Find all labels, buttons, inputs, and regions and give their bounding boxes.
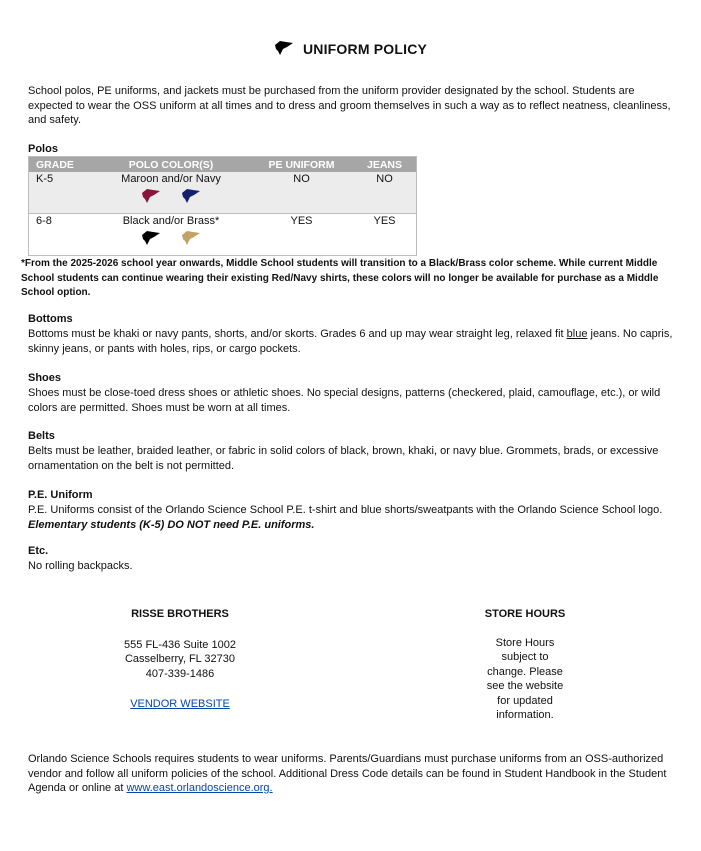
black-panther-icon	[141, 230, 161, 246]
column-header-polo-colors: POLO COLOR(S)	[92, 157, 250, 173]
column-header-pe-uniform: PE UNIFORM	[250, 157, 353, 173]
polo-colors-cell	[92, 214, 250, 256]
vendor-block	[100, 607, 260, 712]
underlined-word: blue	[566, 328, 588, 340]
store-hours-line: see the website	[486, 680, 564, 692]
section-heading: Bottoms	[28, 313, 73, 325]
middle-school-note: *From the 2025-2026 school year onwards, Middle School students will transition to a Black/Brass color scheme. While current Middle School students can continue wearing their existing Red/Navy shirts, these colors will no longer be available for purchase as a Middle School option.	[21, 258, 659, 298]
vendor-website-link[interactable]: VENDOR WEBSITE	[130, 698, 230, 710]
jeans-cell: NO	[353, 172, 417, 214]
polos-label: Polos	[28, 143, 58, 155]
text-segment: Bottoms must be khaki or navy pants, shorts, and/or skorts. Grades 6 and up may wear straight leg, relaxed fit	[28, 328, 567, 340]
section-text: P.E. Uniforms consist of the Orlando Science School P.E. t-shirt and blue shorts/sweatpants with the Orlando Science School logo.	[28, 504, 663, 516]
vendor-phone: 407-339-1486	[145, 667, 215, 680]
pe-uniform-cell: NO	[250, 172, 353, 214]
panther-head-icon	[274, 40, 294, 56]
page-title: UNIFORM POLICY	[302, 41, 428, 57]
store-hours-line: subject to	[501, 651, 549, 663]
shoes-section	[28, 371, 678, 416]
school-website-link[interactable]: www.east.orlandoscience.org.	[126, 782, 273, 794]
section-heading: Belts	[28, 430, 55, 442]
navy-panther-icon	[181, 188, 201, 204]
store-hours-line: change. Please	[487, 665, 563, 678]
section-text: Belts must be leather, braided leather, or fabric in solid colors of black, brown, khaki, or navy blue. Grommets, brads, or excessive ornamentation on the belt is not permitted.	[28, 445, 659, 472]
polo-colors-text: Black and/or Brass*	[122, 215, 220, 227]
jeans-cell: YES	[353, 214, 417, 256]
store-hours-line: for updated	[497, 694, 553, 707]
table-header-row	[29, 157, 417, 173]
pe-uniform-cell: YES	[250, 214, 353, 256]
column-header-grade: GRADE	[29, 157, 93, 173]
brass-panther-icon	[181, 230, 201, 246]
section-heading: P.E. Uniform	[28, 489, 93, 501]
polo-colors-cell	[92, 172, 250, 214]
polos-table	[28, 156, 417, 256]
vendor-name: RISSE BROTHERS	[131, 608, 229, 620]
vendor-address-line1: 555 FL-436 Suite 1002	[124, 638, 236, 651]
store-hours-block	[470, 607, 580, 723]
store-hours-line: Store Hours	[495, 636, 555, 649]
footer-text: Orlando Science Schools requires students to wear uniforms. Parents/Guardians must purchase uniforms from an OSS-authorized vendor and follow all uniform policies of the school. Additional Dress Code details can be found in Student Handbook in the Student Agenda or online at	[28, 753, 667, 794]
maroon-panther-icon	[141, 188, 161, 204]
vendor-address-line2: Casselberry, FL 32730	[124, 653, 236, 665]
footer-paragraph	[28, 752, 668, 796]
title-row	[0, 40, 701, 57]
store-hours-heading: STORE HOURS	[484, 608, 566, 620]
store-hours-line: information.	[496, 709, 554, 721]
pe-uniform-section	[28, 488, 678, 533]
polo-colors-text: Maroon and/or Navy	[121, 173, 221, 185]
section-text: Shoes must be close-toed dress shoes or athletic shoes. No special designs, patterns (checkered, plaid, camouflage, etc.), or wild colors are permitted. Shoes must be worn at all times.	[28, 387, 661, 414]
section-note: Elementary students (K-5) DO NOT need P.E. uniforms.	[28, 519, 315, 531]
bottoms-section	[28, 312, 678, 357]
section-text: No rolling backpacks.	[28, 560, 133, 572]
etc-section	[28, 544, 678, 574]
color-swatches	[96, 188, 246, 207]
column-header-jeans: JEANS	[353, 157, 417, 173]
table-row	[29, 172, 417, 214]
color-swatches	[96, 230, 246, 249]
table-row	[29, 214, 417, 256]
text-segment: jeans. No capris, skinny jeans, or pants with holes, rips, or cargo pockets.	[28, 328, 673, 355]
section-heading: Etc.	[28, 545, 49, 557]
section-heading: Shoes	[28, 372, 62, 384]
section-text	[28, 327, 678, 357]
belts-section	[28, 429, 678, 474]
grade-cell: 6-8	[29, 214, 93, 256]
grade-cell: K-5	[29, 172, 93, 214]
intro-paragraph: School polos, PE uniforms, and jackets must be purchased from the uniform provider designated by the school. Students are expected to wear the OSS uniform at all times and to dress and groom themselves in such a way as to reflect neatness, cleanliness, and safety.	[28, 85, 671, 126]
